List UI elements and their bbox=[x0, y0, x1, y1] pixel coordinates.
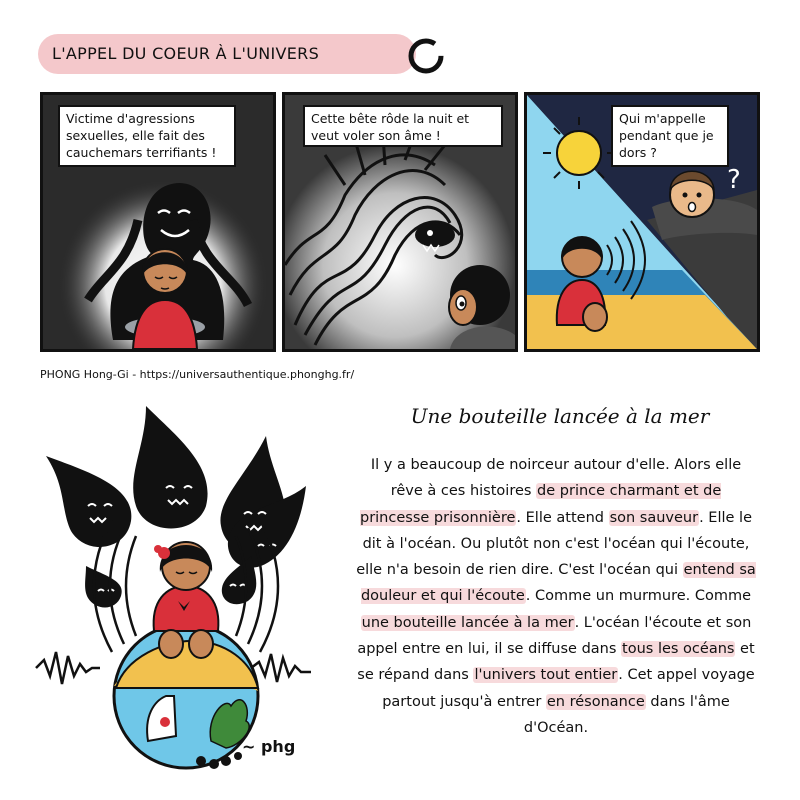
story-text: . L'océan l'écoute et son appel entre en lui, il se diffuse dans bbox=[357, 614, 752, 658]
highlighted-phrase: l'univers tout entier bbox=[474, 667, 618, 684]
story-text: et se répand dans bbox=[357, 641, 755, 684]
caption-bubble-3: Qui m'appelle pendant que je dors ? bbox=[611, 105, 729, 167]
story-text: dans l'âme d'Océan. bbox=[523, 693, 730, 736]
comic-panel-beast bbox=[282, 92, 518, 352]
story-text: . Elle attend bbox=[516, 509, 609, 526]
story-body bbox=[356, 452, 756, 741]
page-title: L'APPEL DU COEUR À L'UNIVERS bbox=[52, 44, 320, 63]
story-heading: Une bouteille lancée à la mer bbox=[410, 404, 710, 428]
comic-panel-call bbox=[524, 92, 760, 352]
highlighted-phrase: en résonance bbox=[546, 693, 645, 710]
brush-circle-icon bbox=[404, 34, 448, 78]
comic-panel-nightmare bbox=[40, 92, 276, 352]
highlighted-phrase: son sauveur bbox=[609, 509, 699, 526]
signature: ~ phg bbox=[242, 737, 296, 756]
highlighted-phrase: entend sa douleur et qui l'écoute bbox=[360, 562, 756, 605]
story-text: Il y a beaucoup de noirceur autour d'elle. Alors elle rêve à ces histoires bbox=[370, 457, 742, 500]
story-text: . Elle le dit à l'océan. Ou plutôt non c'est l'océan qui l'écoute, elle n'a besoin de rien dire. C'est l'océan qui bbox=[356, 509, 753, 579]
caption-bubble-2: Cette bête rôde la nuit et veut voler son âme ! bbox=[303, 105, 503, 147]
highlighted-phrase: de prince charmant et de princesse prisonnière bbox=[359, 483, 722, 526]
story-text: . Cet appel voyage partout jusqu'à entrer bbox=[382, 667, 755, 710]
highlighted-phrase: tous les océans bbox=[622, 641, 735, 658]
girl-on-globe-illustration bbox=[26, 396, 336, 776]
question-mark: ? bbox=[727, 165, 741, 195]
highlighted-phrase: une bouteille lancée à la mer bbox=[361, 614, 574, 631]
credit-line: PHONG Hong-Gi - https://universauthentique.phonghg.fr/ bbox=[40, 368, 355, 381]
caption-bubble-1: Victime d'agressions sexuelles, elle fait des cauchemars terrifiants ! bbox=[58, 105, 236, 167]
story-text: . Comme un murmure. Comme bbox=[525, 588, 752, 605]
